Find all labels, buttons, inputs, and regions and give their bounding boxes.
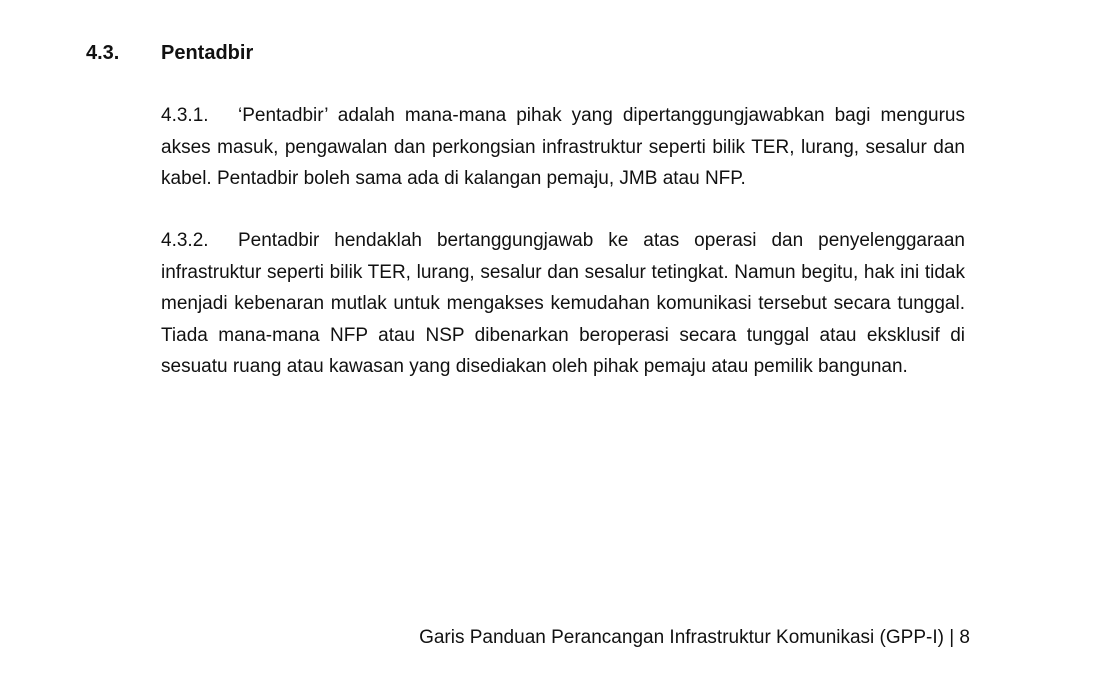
section-title: Pentadbir bbox=[161, 42, 254, 64]
page-footer: Garis Panduan Perancangan Infrastruktur Komunikasi (GPP-I) | 8 bbox=[419, 627, 970, 648]
clause-text: Pentadbir hendaklah bertanggungjawab ke atas operasi dan penyelenggaraan infrastruktur seperti bilik TER, lurang, sesalur dan sesalur tetingkat. Namun begitu, hak ini tidak menjadi kebenaran mutlak untuk mengakses kemudahan komunikasi tersebut secara tunggal. Tiada mana-mana NFP atau NSP dibenarkan beroperasi secara tunggal atau eksklusif di sesuatu ruang atau kawasan yang disediakan oleh pihak pemaju atau pemilik bangunan. bbox=[161, 230, 965, 377]
clause-text: ‘Pentadbir’ adalah mana-mana pihak yang dipertanggungjawabkan bagi mengurus akses masuk, pengawalan dan perkongsian infrastruktur seperti bilik TER, lurang, sesalur dan kabel. Pentadbir boleh sama ada di kalangan pemaju, JMB atau NFP. bbox=[161, 105, 965, 189]
clause-number: 4.3.1. bbox=[161, 105, 209, 126]
clause-4-3-1 bbox=[161, 100, 965, 195]
clause-4-3-2 bbox=[161, 225, 965, 383]
section-number: 4.3. bbox=[86, 42, 120, 64]
clause-number: 4.3.2. bbox=[161, 230, 209, 251]
